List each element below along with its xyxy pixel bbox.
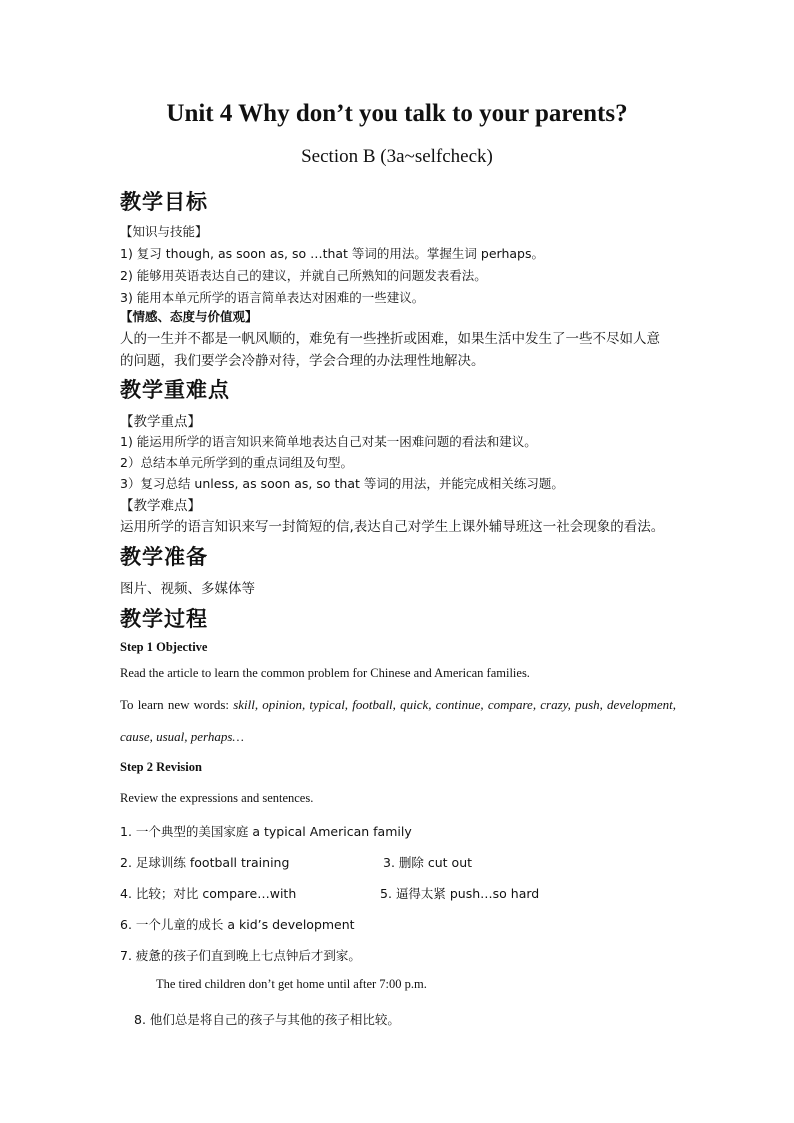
- objective-item: 1) 复习 though, as soon as, so …that 等词的用法。掌握生词 perhaps。: [120, 246, 544, 261]
- revision-item: 5. 逼得太紧 push…so hard: [380, 886, 540, 901]
- emotion-text-line: 的问题，我们要学会冷静对待，学会合理的办法理性地解决。: [120, 353, 485, 369]
- difficulty-label: 【教学难点】: [120, 498, 201, 514]
- focus-item: 1) 能运用所学的语言知识来简单地表达自己对某一困难问题的看法和建议。: [120, 434, 537, 449]
- revision-item: 1. 一个典型的美国家庭 a typical American family: [120, 824, 412, 839]
- key-points-heading: 教学重难点: [120, 378, 230, 402]
- revision-item: 3. 删除 cut out: [383, 855, 473, 870]
- knowledge-label: 【知识与技能】: [120, 224, 208, 239]
- new-words-prefix: To learn new words:: [120, 697, 234, 712]
- revision-item: 4. 比较；对比 compare…with: [120, 886, 297, 901]
- section-subtitle: Section B (3a~selfcheck): [301, 146, 493, 167]
- revision-translation: The tired children don’t get home until after 7:00 p.m.: [156, 977, 427, 991]
- new-words-paragraph: [120, 689, 676, 753]
- objective-item: 3) 能用本单元所学的语言简单表达对困难的一些建议。: [120, 290, 425, 305]
- objective-item: 2) 能够用英语表达自己的建议，并就自己所熟知的问题发表看法。: [120, 268, 487, 283]
- objectives-heading: 教学目标: [120, 190, 208, 214]
- preparation-heading: 教学准备: [120, 545, 208, 569]
- emotion-text-line: 人的一生并不都是一帆风顺的，难免有一些挫折或困难，如果生活中发生了一些不尽如人意: [120, 331, 660, 347]
- revision-item: 8. 他们总是将自己的孩子与其他的孩子相比较。: [134, 1012, 400, 1027]
- step1-text: Read the article to learn the common problem for Chinese and American families.: [120, 666, 530, 680]
- revision-item: 7. 疲惫的孩子们直到晚上七点钟后才到家。: [120, 948, 361, 963]
- focus-item: 3）复习总结 unless, as soon as, so that 等词的用法，并能完成相关练习题。: [120, 476, 564, 491]
- difficulty-text: 运用所学的语言知识来写一封简短的信,表达自己对学生上课外辅导班这一社会现象的看法。: [120, 519, 665, 535]
- focus-label: 【教学重点】: [120, 414, 201, 430]
- emotion-label: 【情感、态度与价值观】: [120, 309, 258, 324]
- process-heading: 教学过程: [120, 607, 208, 631]
- page-title: Unit 4 Why don’t you talk to your parents?: [166, 100, 628, 127]
- step2-title: Step 2 Revision: [120, 760, 202, 774]
- focus-item: 2）总结本单元所学到的重点词组及句型。: [120, 455, 353, 470]
- new-words-list: skill, opinion, typical, football, quick, continue, compare, crazy, push, development, cause, usual, perhaps…: [120, 697, 677, 744]
- revision-item: 6. 一个儿童的成长 a kid’s development: [120, 917, 355, 932]
- preparation-text: 图片、视频、多媒体等: [120, 581, 255, 597]
- step2-text: Review the expressions and sentences.: [120, 791, 314, 805]
- revision-item: 2. 足球训练 football training: [120, 855, 290, 870]
- step1-title: Step 1 Objective: [120, 640, 208, 654]
